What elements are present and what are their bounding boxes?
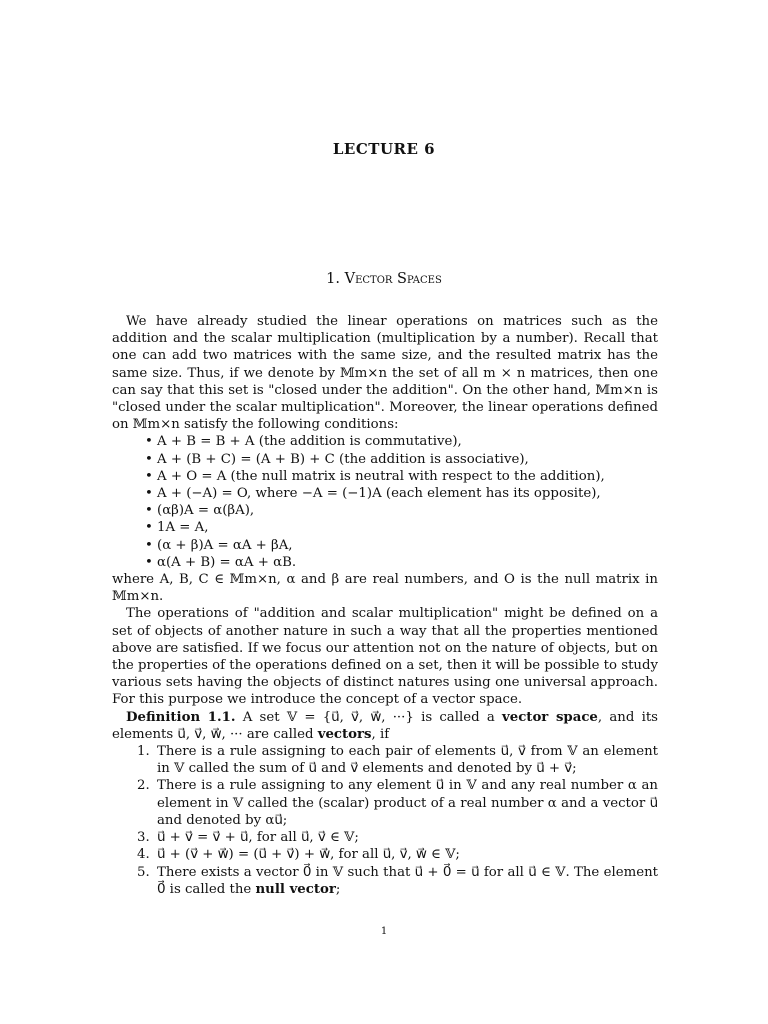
definition-text: , and its elements u⃗, v⃗, w⃗, ··· are called (112, 709, 659, 742)
term-null-vector: null vector (255, 881, 336, 897)
condition-item: • A + B = B + A (the addition is commutative), (145, 433, 658, 450)
axiom-number: 4. (137, 847, 150, 863)
axiom-item (137, 846, 658, 863)
axiom-item (137, 743, 658, 777)
page-number: 1 (380, 926, 388, 937)
condition-item: • (α + β)A = αA + βA, (145, 537, 658, 554)
definition-label: Definition 1.1. (126, 709, 236, 725)
axiom-number: 3. (137, 830, 150, 846)
definition-paragraph (112, 709, 658, 743)
axiom-item (137, 864, 658, 898)
condition-item: • 1A = A, (145, 519, 658, 536)
term-vectors: vectors (317, 726, 372, 742)
condition-item: • A + O = A (the null matrix is neutral with respect to the addition), (145, 468, 658, 485)
definition-text: A set 𝕍 = {u⃗, v⃗, w⃗, ···} is called a (242, 709, 495, 725)
conditions-list (112, 433, 658, 571)
axiom-number: 2. (137, 778, 150, 794)
axiom-text: u⃗ + (v⃗ + w⃗) = (u⃗ + v⃗) + w⃗, for all u⃗, v⃗, w⃗ ∈ 𝕍; (157, 847, 460, 863)
axiom-item (137, 829, 658, 846)
page-body (112, 313, 658, 898)
axioms-list (112, 743, 658, 898)
condition-item: • A + (−A) = O, where −A = (−1)A (each element has its opposite), (145, 485, 658, 502)
definition-text: , if (371, 726, 390, 742)
condition-item: • (αβ)A = α(βA), (145, 502, 658, 519)
axiom-number: 5. (137, 864, 150, 880)
lecture-title: LECTURE 6 (332, 140, 436, 158)
axiom-text: u⃗ + v⃗ = v⃗ + u⃗, for all u⃗, v⃗ ∈ 𝕍; (157, 830, 359, 846)
intro-paragraph: We have already studied the linear operations on matrices such as the addition and the scalar multiplication (multiplication by a number). Recall that one can add two matrices with the same size, and the resulted matrix has the same size. Thus, if we denote by 𝕄m×n the set of all m × n matrices, then one can say that this set is "closed under the addition". On the other hand, 𝕄m×n is "closed under the scalar multiplication". Moreover, the linear operations defined on 𝕄m×n satisfy the following conditions: (112, 314, 658, 433)
axiom-text: There exists a vector 0⃗ in 𝕍 such that u⃗ + 0⃗ = u⃗ for all u⃗ ∈ 𝕍. The element 0⃗ is called the (157, 864, 658, 897)
motivation-paragraph: The operations of "addition and scalar multiplication" might be defined on a set of objects of another nature in such a way that all the properties mentioned above are satisfied. If we focus our attention not on the nature of objects, but on the properties of the operations defined on a set, then it will be possible to study various sets having the objects of distinct natures using one universal approach. For this purpose we introduce the concept of a vector space. (112, 606, 659, 708)
axiom-text: ; (335, 881, 341, 897)
condition-item: • A + (B + C) = (A + B) + C (the addition is associative), (145, 451, 658, 468)
conditions-note: where A, B, C ∈ 𝕄m×n, α and β are real numbers, and O is the null matrix in 𝕄m×n. (112, 572, 658, 605)
axiom-number: 1. (137, 744, 150, 760)
axiom-text: There is a rule assigning to each pair of elements u⃗, v⃗ from 𝕍 an element in 𝕍 called the sum of u⃗ and v⃗ elements and denoted by u⃗ + v⃗; (157, 744, 658, 777)
section-title: 1. Vector Spaces (326, 271, 442, 287)
axiom-text: There is a rule assigning to any element u⃗ in 𝕍 and any real number α an element in 𝕍 called the (scalar) product of a real number α and a vector u⃗ and denoted by αu⃗; (157, 778, 658, 828)
axiom-item (137, 777, 658, 829)
term-vector-space: vector space (502, 709, 598, 725)
condition-item: • α(A + B) = αA + αB. (145, 554, 658, 571)
